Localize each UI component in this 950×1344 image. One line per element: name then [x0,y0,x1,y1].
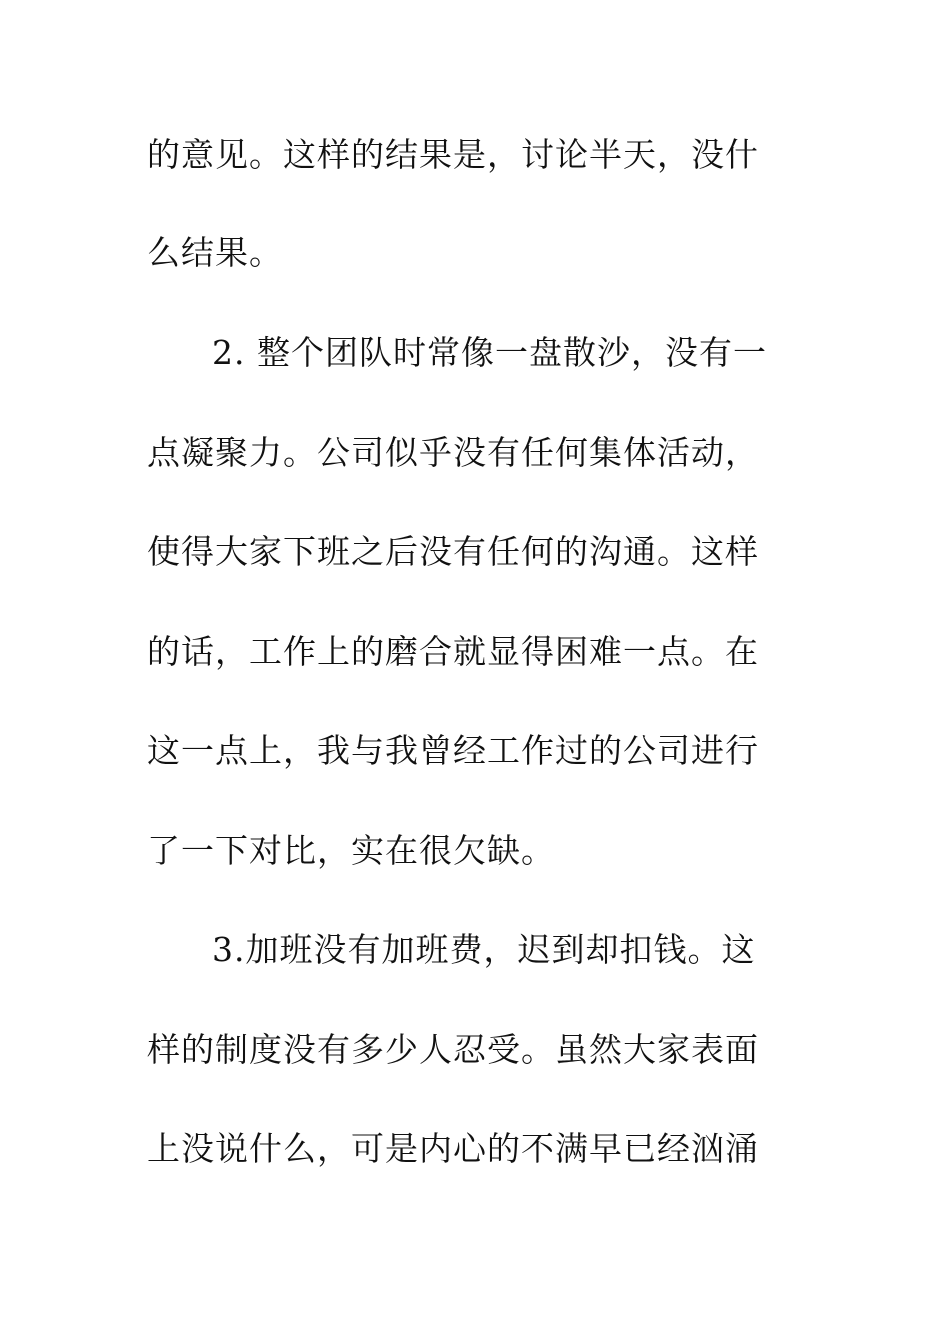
paragraph-start-line: 2. 整个团队时常像一盘散沙，没有一 [212,333,767,372]
text-line: 点凝聚力。公司似乎没有任何集体活动， [147,433,759,472]
text-line: 样的制度没有多少人忍受。虽然大家表面 [147,1030,759,1069]
text-line: 么结果。 [147,233,283,272]
text-line: 使得大家下班之后没有任何的沟通。这样 [147,532,759,571]
paragraph-start-line: 3.加班没有加班费，迟到却扣钱。这 [212,930,756,969]
text-line: 上没说什么，可是内心的不满早已经汹涌 [147,1129,759,1168]
text-line: 了一下对比，实在很欠缺。 [147,831,555,870]
text-line: 的话，工作上的磨合就显得困难一点。在 [147,632,759,671]
text-line: 的意见。这样的结果是，讨论半天，没什 [147,135,759,174]
text-line: 这一点上，我与我曾经工作过的公司进行 [147,731,759,770]
